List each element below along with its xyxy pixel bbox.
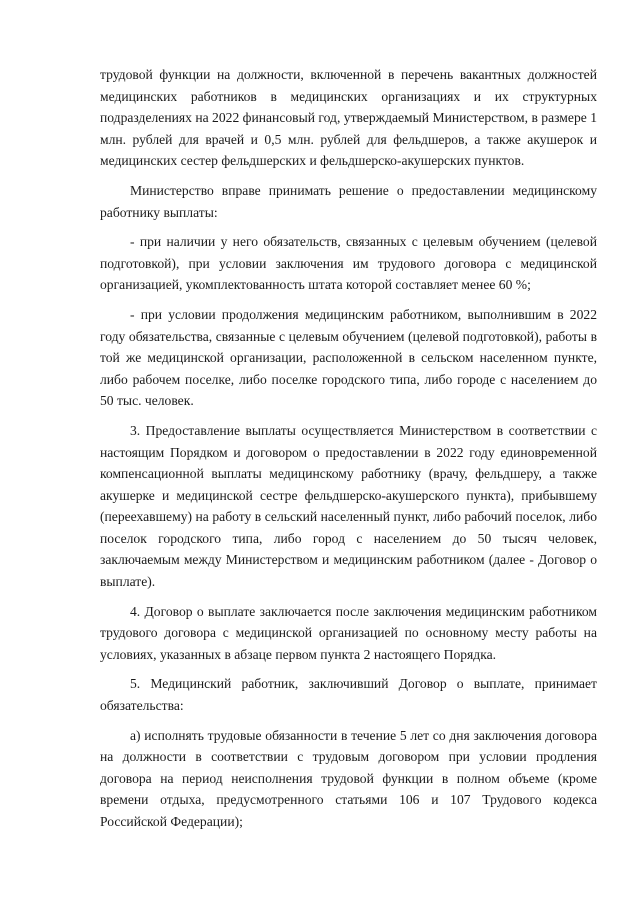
paragraph-item-5: 5. Медицинский работник, заключивший Договор о выплате, принимает обязательства: — [100, 676, 597, 714]
paragraph-item-5a: а) исполнять трудовые обязанности в течение 5 лет со дня заключения договора на должности в соответствии с трудовым договором при условии продления договора на период неисполнения трудовой функции в полном объеме (кроме времени отдыха, предусмотренного статьями 106 и 107 Трудового кодекса Российской Федерации); — [100, 727, 597, 829]
list-item-target-training: - при наличии у него обязательств, связанных с целевым обучением (целевой подготовкой), при условии заключения им трудового договора с медицинской организацией, укомплектованность штата которой составляет менее 60 %; — [100, 234, 597, 293]
paragraph-ministry-right: Министерство вправе принимать решение о предоставлении медицинскому работнику выплаты: — [100, 182, 597, 220]
paragraph-item-4: 4. Договор о выплате заключается после заключения медицинским работником трудового договора с медицинской организацией по основному месту работы на условиях, указанных в абзаце первом пункта 2 настоящего Порядка. — [100, 603, 597, 662]
list-item-continued-work: - при условии продолжения медицинским работником, выполнившим в 2022 году обязательства, связанные с целевым обучением (целевой подготовкой), работы в той же медицинской организации, расположенной в сельском населенном пункте, либо рабочем поселке, либо поселке городского типа, либо городе с населением до 50 тыс. человек. — [100, 306, 597, 409]
paragraph-item-3: 3. Предоставление выплаты осуществляется Министерством в соответствии с настоящим Порядком и договором о предоставлении в 2022 году единовременной компенсационной выплаты медицинскому работнику (врачу, фельдшеру, а также акушерке и медицинской сестре фельдшерско-акушерского пункта), прибывшему (переехавшему) на работу в сельский населенный пункт, либо рабочий поселок, либо поселок городского типа, либо город с населением до 50 тысяч человек, заключаемым между Министерством и медицинским работником (далее - Договор о выплате). — [100, 422, 597, 590]
paragraph-continuation: трудовой функции на должности, включенной в перечень вакантных должностей медицинских работников в медицинских организациях и их структурных подразделениях на 2022 финансовый год, утверждаемый Министерством, в размере 1 млн. рублей для врачей и 0,5 млн. рублей для фельдшеров, а также акушерок и медицинских сестер фельдшерских и фельдшерско-акушерских пунктов. — [100, 67, 597, 169]
document-page — [100, 64, 597, 841]
